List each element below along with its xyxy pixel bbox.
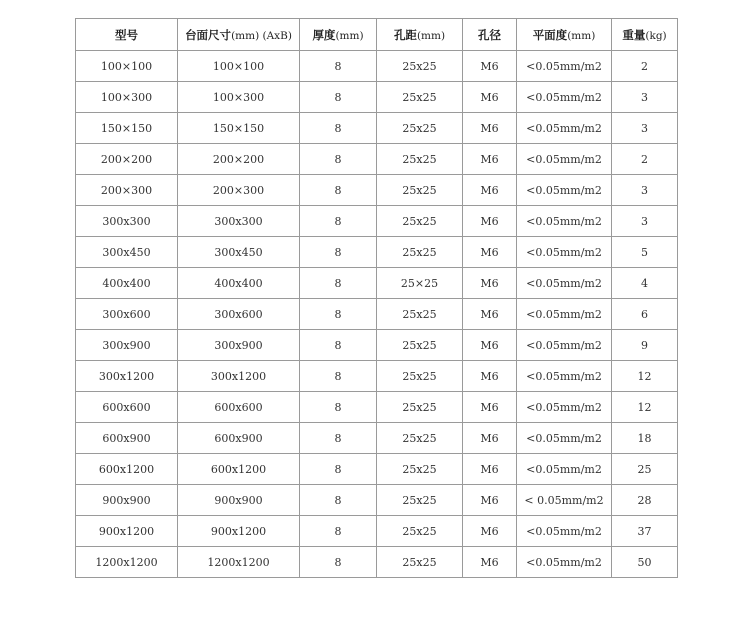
- cell-flatness: <0.05mm/m2: [517, 51, 612, 82]
- cell-table-size: 300x900: [178, 330, 300, 361]
- cell-model: 300x900: [76, 330, 178, 361]
- cell-hole-pitch: 25x25: [377, 175, 463, 206]
- cell-weight: 2: [612, 51, 678, 82]
- cell-model: 600x900: [76, 423, 178, 454]
- cell-weight: 18: [612, 423, 678, 454]
- cell-thickness: 8: [300, 516, 377, 547]
- cell-model: 300x450: [76, 237, 178, 268]
- cell-table-size: 400x400: [178, 268, 300, 299]
- cell-hole-pitch: 25x25: [377, 113, 463, 144]
- cell-weight: 28: [612, 485, 678, 516]
- cell-flatness: <0.05mm/m2: [517, 516, 612, 547]
- cell-thickness: 8: [300, 547, 377, 578]
- header-hole-diameter: [463, 19, 517, 51]
- cell-hole-diameter: M6: [463, 547, 517, 578]
- cell-hole-diameter: M6: [463, 299, 517, 330]
- cell-flatness: <0.05mm/m2: [517, 82, 612, 113]
- cell-thickness: 8: [300, 330, 377, 361]
- cell-hole-diameter: M6: [463, 82, 517, 113]
- cell-table-size: 900x1200: [178, 516, 300, 547]
- cell-hole-pitch: 25x25: [377, 330, 463, 361]
- cell-hole-pitch: 25x25: [377, 206, 463, 237]
- cell-thickness: 8: [300, 82, 377, 113]
- cell-thickness: 8: [300, 237, 377, 268]
- table-row: [76, 423, 678, 454]
- header-row: [76, 19, 678, 51]
- cell-model: 900x1200: [76, 516, 178, 547]
- table-row: [76, 51, 678, 82]
- cell-thickness: 8: [300, 175, 377, 206]
- cell-thickness: 8: [300, 423, 377, 454]
- column-header-label: 型号: [115, 27, 138, 42]
- cell-flatness: <0.05mm/m2: [517, 175, 612, 206]
- cell-thickness: 8: [300, 299, 377, 330]
- cell-flatness: <0.05mm/m2: [517, 361, 612, 392]
- cell-flatness: <0.05mm/m2: [517, 392, 612, 423]
- header-hole-pitch: [377, 19, 463, 51]
- cell-hole-diameter: M6: [463, 423, 517, 454]
- cell-hole-diameter: M6: [463, 361, 517, 392]
- cell-hole-pitch: 25x25: [377, 237, 463, 268]
- cell-weight: 25: [612, 454, 678, 485]
- column-header-label: 孔距: [393, 27, 417, 42]
- cell-hole-pitch: 25x25: [377, 423, 463, 454]
- cell-flatness: <0.05mm/m2: [517, 144, 612, 175]
- cell-weight: 5: [612, 237, 678, 268]
- column-header-label: 厚度: [312, 27, 336, 42]
- table-row: [76, 113, 678, 144]
- cell-flatness: <0.05mm/m2: [517, 423, 612, 454]
- cell-model: 300x1200: [76, 361, 178, 392]
- cell-flatness: <0.05mm/m2: [517, 237, 612, 268]
- cell-hole-diameter: M6: [463, 113, 517, 144]
- cell-weight: 3: [612, 206, 678, 237]
- cell-table-size: 600x1200: [178, 454, 300, 485]
- column-header-unit: (mm): [416, 29, 446, 42]
- cell-weight: 6: [612, 299, 678, 330]
- cell-hole-diameter: M6: [463, 516, 517, 547]
- cell-hole-pitch: 25x25: [377, 454, 463, 485]
- cell-model: 150×150: [76, 113, 178, 144]
- cell-weight: 12: [612, 361, 678, 392]
- table-row: [76, 82, 678, 113]
- cell-table-size: 100×300: [178, 82, 300, 113]
- table-row: [76, 144, 678, 175]
- cell-flatness: < 0.05mm/m2: [517, 485, 612, 516]
- table-row: [76, 330, 678, 361]
- table-row: [76, 206, 678, 237]
- cell-table-size: 150×150: [178, 113, 300, 144]
- cell-hole-pitch: 25x25: [377, 299, 463, 330]
- cell-flatness: <0.05mm/m2: [517, 547, 612, 578]
- cell-hole-diameter: M6: [463, 330, 517, 361]
- cell-hole-diameter: M6: [463, 485, 517, 516]
- cell-hole-pitch: 25x25: [377, 82, 463, 113]
- cell-flatness: <0.05mm/m2: [517, 113, 612, 144]
- table-row: [76, 237, 678, 268]
- cell-table-size: 1200x1200: [178, 547, 300, 578]
- cell-table-size: 600x600: [178, 392, 300, 423]
- cell-table-size: 600x900: [178, 423, 300, 454]
- column-header-label: 台面尺寸: [185, 27, 232, 42]
- cell-weight: 9: [612, 330, 678, 361]
- cell-thickness: 8: [300, 268, 377, 299]
- cell-flatness: <0.05mm/m2: [517, 299, 612, 330]
- header-flatness: [517, 19, 612, 51]
- cell-thickness: 8: [300, 206, 377, 237]
- column-header-unit: (mm): [335, 29, 364, 42]
- header-model: [76, 19, 178, 51]
- cell-thickness: 8: [300, 51, 377, 82]
- cell-weight: 12: [612, 392, 678, 423]
- cell-model: 100×300: [76, 82, 178, 113]
- cell-thickness: 8: [300, 392, 377, 423]
- cell-hole-diameter: M6: [463, 268, 517, 299]
- cell-thickness: 8: [300, 144, 377, 175]
- cell-weight: 3: [612, 113, 678, 144]
- column-header-unit: (mm) (AxB): [231, 29, 292, 42]
- table-row: [76, 175, 678, 206]
- cell-hole-pitch: 25x25: [377, 516, 463, 547]
- cell-hole-pitch: 25×25: [377, 268, 463, 299]
- column-header-label: 孔径: [478, 27, 501, 42]
- column-header-label: 平面度: [532, 27, 568, 42]
- column-header-unit: (kg): [645, 29, 667, 42]
- cell-hole-diameter: M6: [463, 454, 517, 485]
- column-header-unit: (mm): [567, 29, 596, 42]
- cell-flatness: <0.05mm/m2: [517, 454, 612, 485]
- cell-hole-pitch: 25x25: [377, 547, 463, 578]
- table-row: [76, 392, 678, 423]
- cell-table-size: 200×300: [178, 175, 300, 206]
- cell-table-size: 300x600: [178, 299, 300, 330]
- cell-weight: 3: [612, 175, 678, 206]
- cell-hole-diameter: M6: [463, 144, 517, 175]
- column-header-label: 重量: [622, 27, 646, 42]
- cell-model: 400x400: [76, 268, 178, 299]
- cell-table-size: 200×200: [178, 144, 300, 175]
- cell-model: 600x600: [76, 392, 178, 423]
- table-row: [76, 268, 678, 299]
- cell-flatness: <0.05mm/m2: [517, 330, 612, 361]
- cell-hole-diameter: M6: [463, 392, 517, 423]
- cell-table-size: 300x450: [178, 237, 300, 268]
- cell-model: 300x600: [76, 299, 178, 330]
- cell-model: 100×100: [76, 51, 178, 82]
- cell-model: 1200x1200: [76, 547, 178, 578]
- cell-model: 600x1200: [76, 454, 178, 485]
- cell-weight: 37: [612, 516, 678, 547]
- cell-table-size: 100×100: [178, 51, 300, 82]
- cell-model: 300x300: [76, 206, 178, 237]
- cell-model: 200×200: [76, 144, 178, 175]
- cell-weight: 3: [612, 82, 678, 113]
- cell-hole-diameter: M6: [463, 51, 517, 82]
- table-body: [76, 51, 678, 578]
- table-row: [76, 454, 678, 485]
- table-row: [76, 485, 678, 516]
- cell-weight: 50: [612, 547, 678, 578]
- cell-hole-pitch: 25x25: [377, 144, 463, 175]
- cell-hole-pitch: 25x25: [377, 485, 463, 516]
- cell-model: 200×300: [76, 175, 178, 206]
- cell-flatness: <0.05mm/m2: [517, 268, 612, 299]
- table-row: [76, 361, 678, 392]
- cell-thickness: 8: [300, 485, 377, 516]
- table-row: [76, 547, 678, 578]
- header-weight: [612, 19, 678, 51]
- spec-table: [75, 18, 678, 578]
- cell-table-size: 300x1200: [178, 361, 300, 392]
- cell-thickness: 8: [300, 113, 377, 144]
- cell-hole-pitch: 25x25: [377, 51, 463, 82]
- cell-hole-diameter: M6: [463, 206, 517, 237]
- cell-hole-diameter: M6: [463, 175, 517, 206]
- cell-hole-pitch: 25x25: [377, 361, 463, 392]
- cell-weight: 2: [612, 144, 678, 175]
- cell-flatness: <0.05mm/m2: [517, 206, 612, 237]
- table-row: [76, 299, 678, 330]
- cell-hole-diameter: M6: [463, 237, 517, 268]
- cell-model: 900x900: [76, 485, 178, 516]
- cell-thickness: 8: [300, 454, 377, 485]
- cell-thickness: 8: [300, 361, 377, 392]
- header-thickness: [300, 19, 377, 51]
- cell-table-size: 900x900: [178, 485, 300, 516]
- table-row: [76, 516, 678, 547]
- cell-hole-pitch: 25x25: [377, 392, 463, 423]
- cell-weight: 4: [612, 268, 678, 299]
- cell-table-size: 300x300: [178, 206, 300, 237]
- table-header: [76, 19, 678, 51]
- header-table-size: [178, 19, 300, 51]
